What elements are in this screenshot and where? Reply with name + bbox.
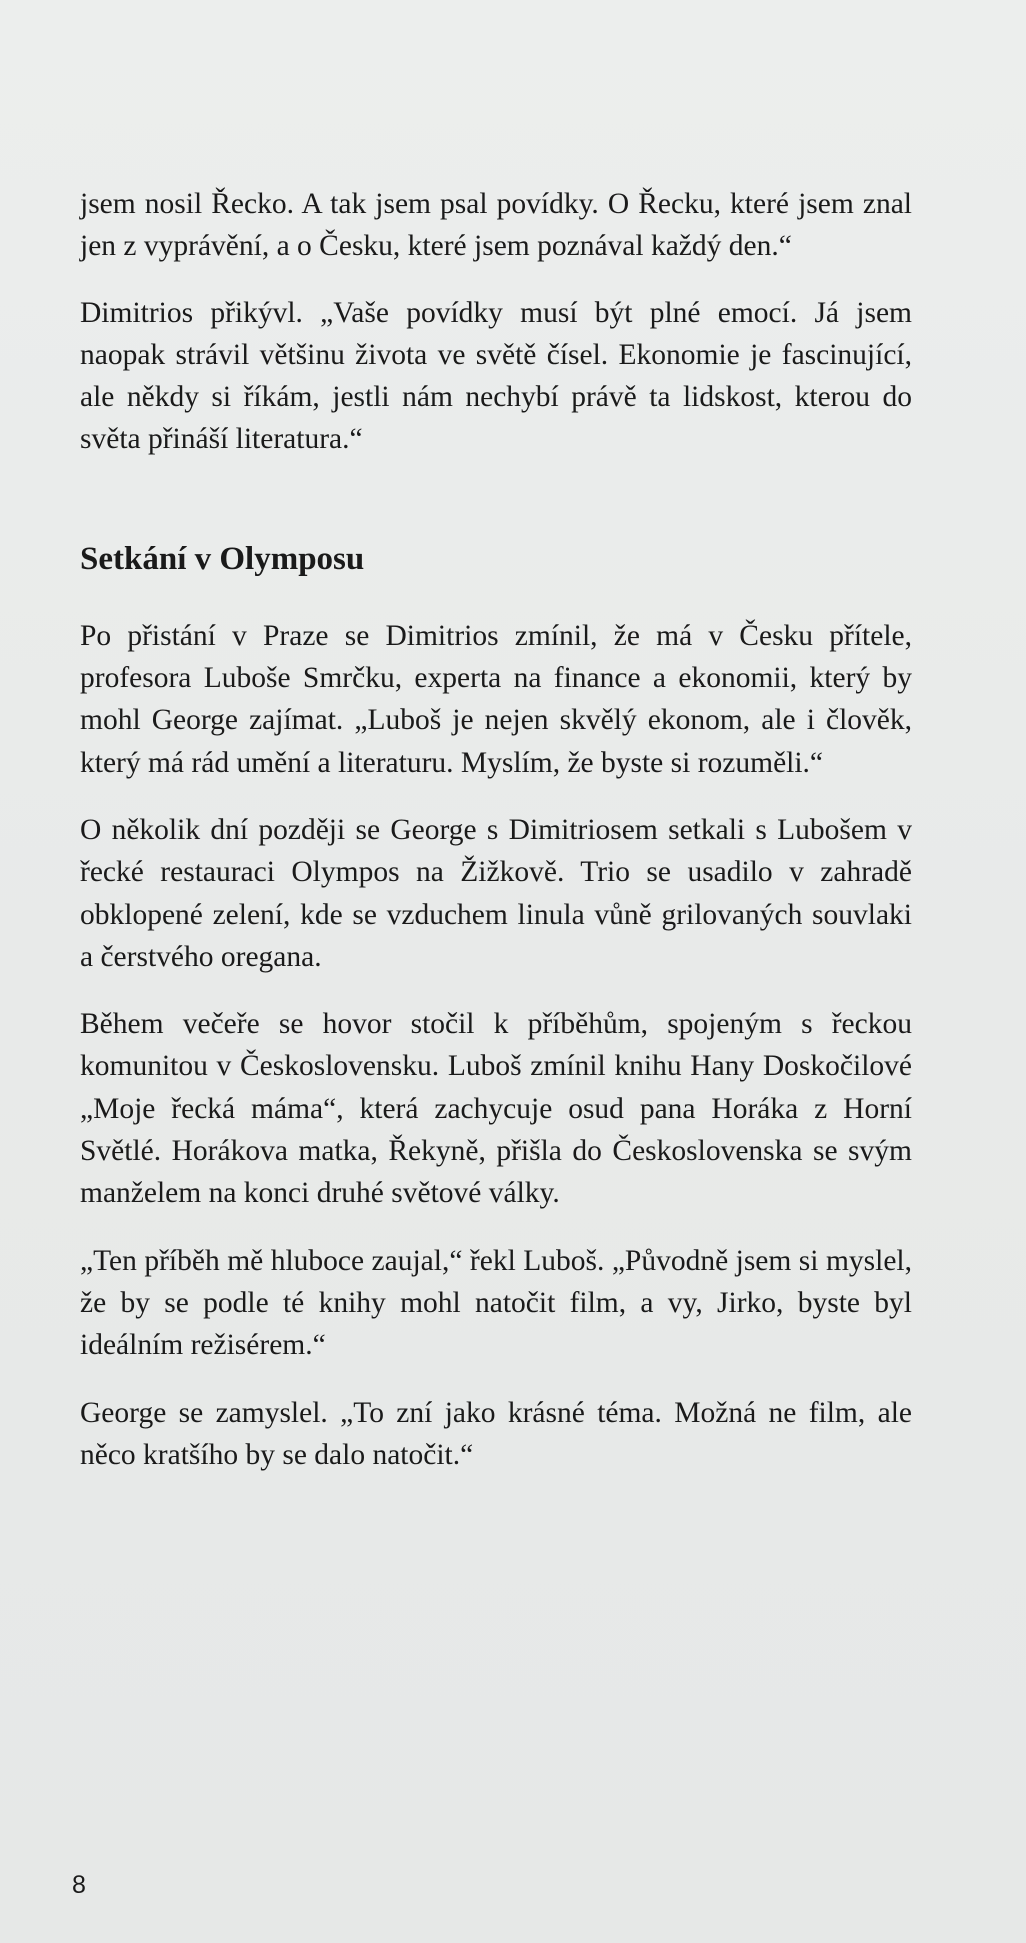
page-number: 8	[72, 1871, 86, 1899]
paragraph: „Ten příběh mě hluboce zaujal,“ řekl Luboš. „Původně jsem si myslel, že by se podle té knihy mohl natočit film, a vy, Jirko, byste byl ideálním režisérem.“	[80, 1244, 912, 1362]
paragraph: Dimitrios přikývl. „Vaše povídky musí být plné emocí. Já jsem naopak strávil většinu života ve světě čísel. Ekonomie je fascinující, ale někdy si říkám, jestli nám nechybí právě ta lidskost, kterou do světa přináší literatura.“	[80, 296, 912, 456]
paragraph: George se zamyslel. „To zní jako krásné téma. Možná ne film, ale něco kratšího by se dalo natočit.“	[80, 1396, 912, 1471]
paragraph: jsem nosil Řecko. A tak jsem psal povídky. O Řecku, které jsem znal jen z vyprávění, a o Česku, které jsem poznával každý den.“	[80, 188, 912, 263]
paragraph: Po přistání v Praze se Dimitrios zmínil, že má v Česku přítele, profesora Luboše Smrčku, experta na finance a ekonomii, který by mohl George zajímat. „Luboš je nejen skvělý ekonom, ale i člověk, který má rád umění a literaturu. Myslím, že byste si rozuměli.“	[80, 619, 912, 779]
paragraph: O několik dní později se George s Dimitriosem setkali s Lubošem v řecké restauraci Olympos na Žižkově. Trio se usadilo v zahradě obklopené zelení, kde se vzduchem linula vůně grilovaných souvlaki a čerstvého oregana.	[80, 813, 912, 973]
section-heading: Setkání v Olymposu	[80, 540, 365, 577]
paragraph: Během večeře se hovor stočil k příběhům, spojeným s řeckou komunitou v Československu. Luboš zmínil knihu Hany Doskočilové „Moje řecká máma“, která zachycuje osud pana Horáka z Horní Světlé. Horákova matka, Řekyně, přišla do Československa se svým manželem na konci druhé světové války.	[80, 1008, 912, 1210]
text-column	[80, 183, 912, 1501]
